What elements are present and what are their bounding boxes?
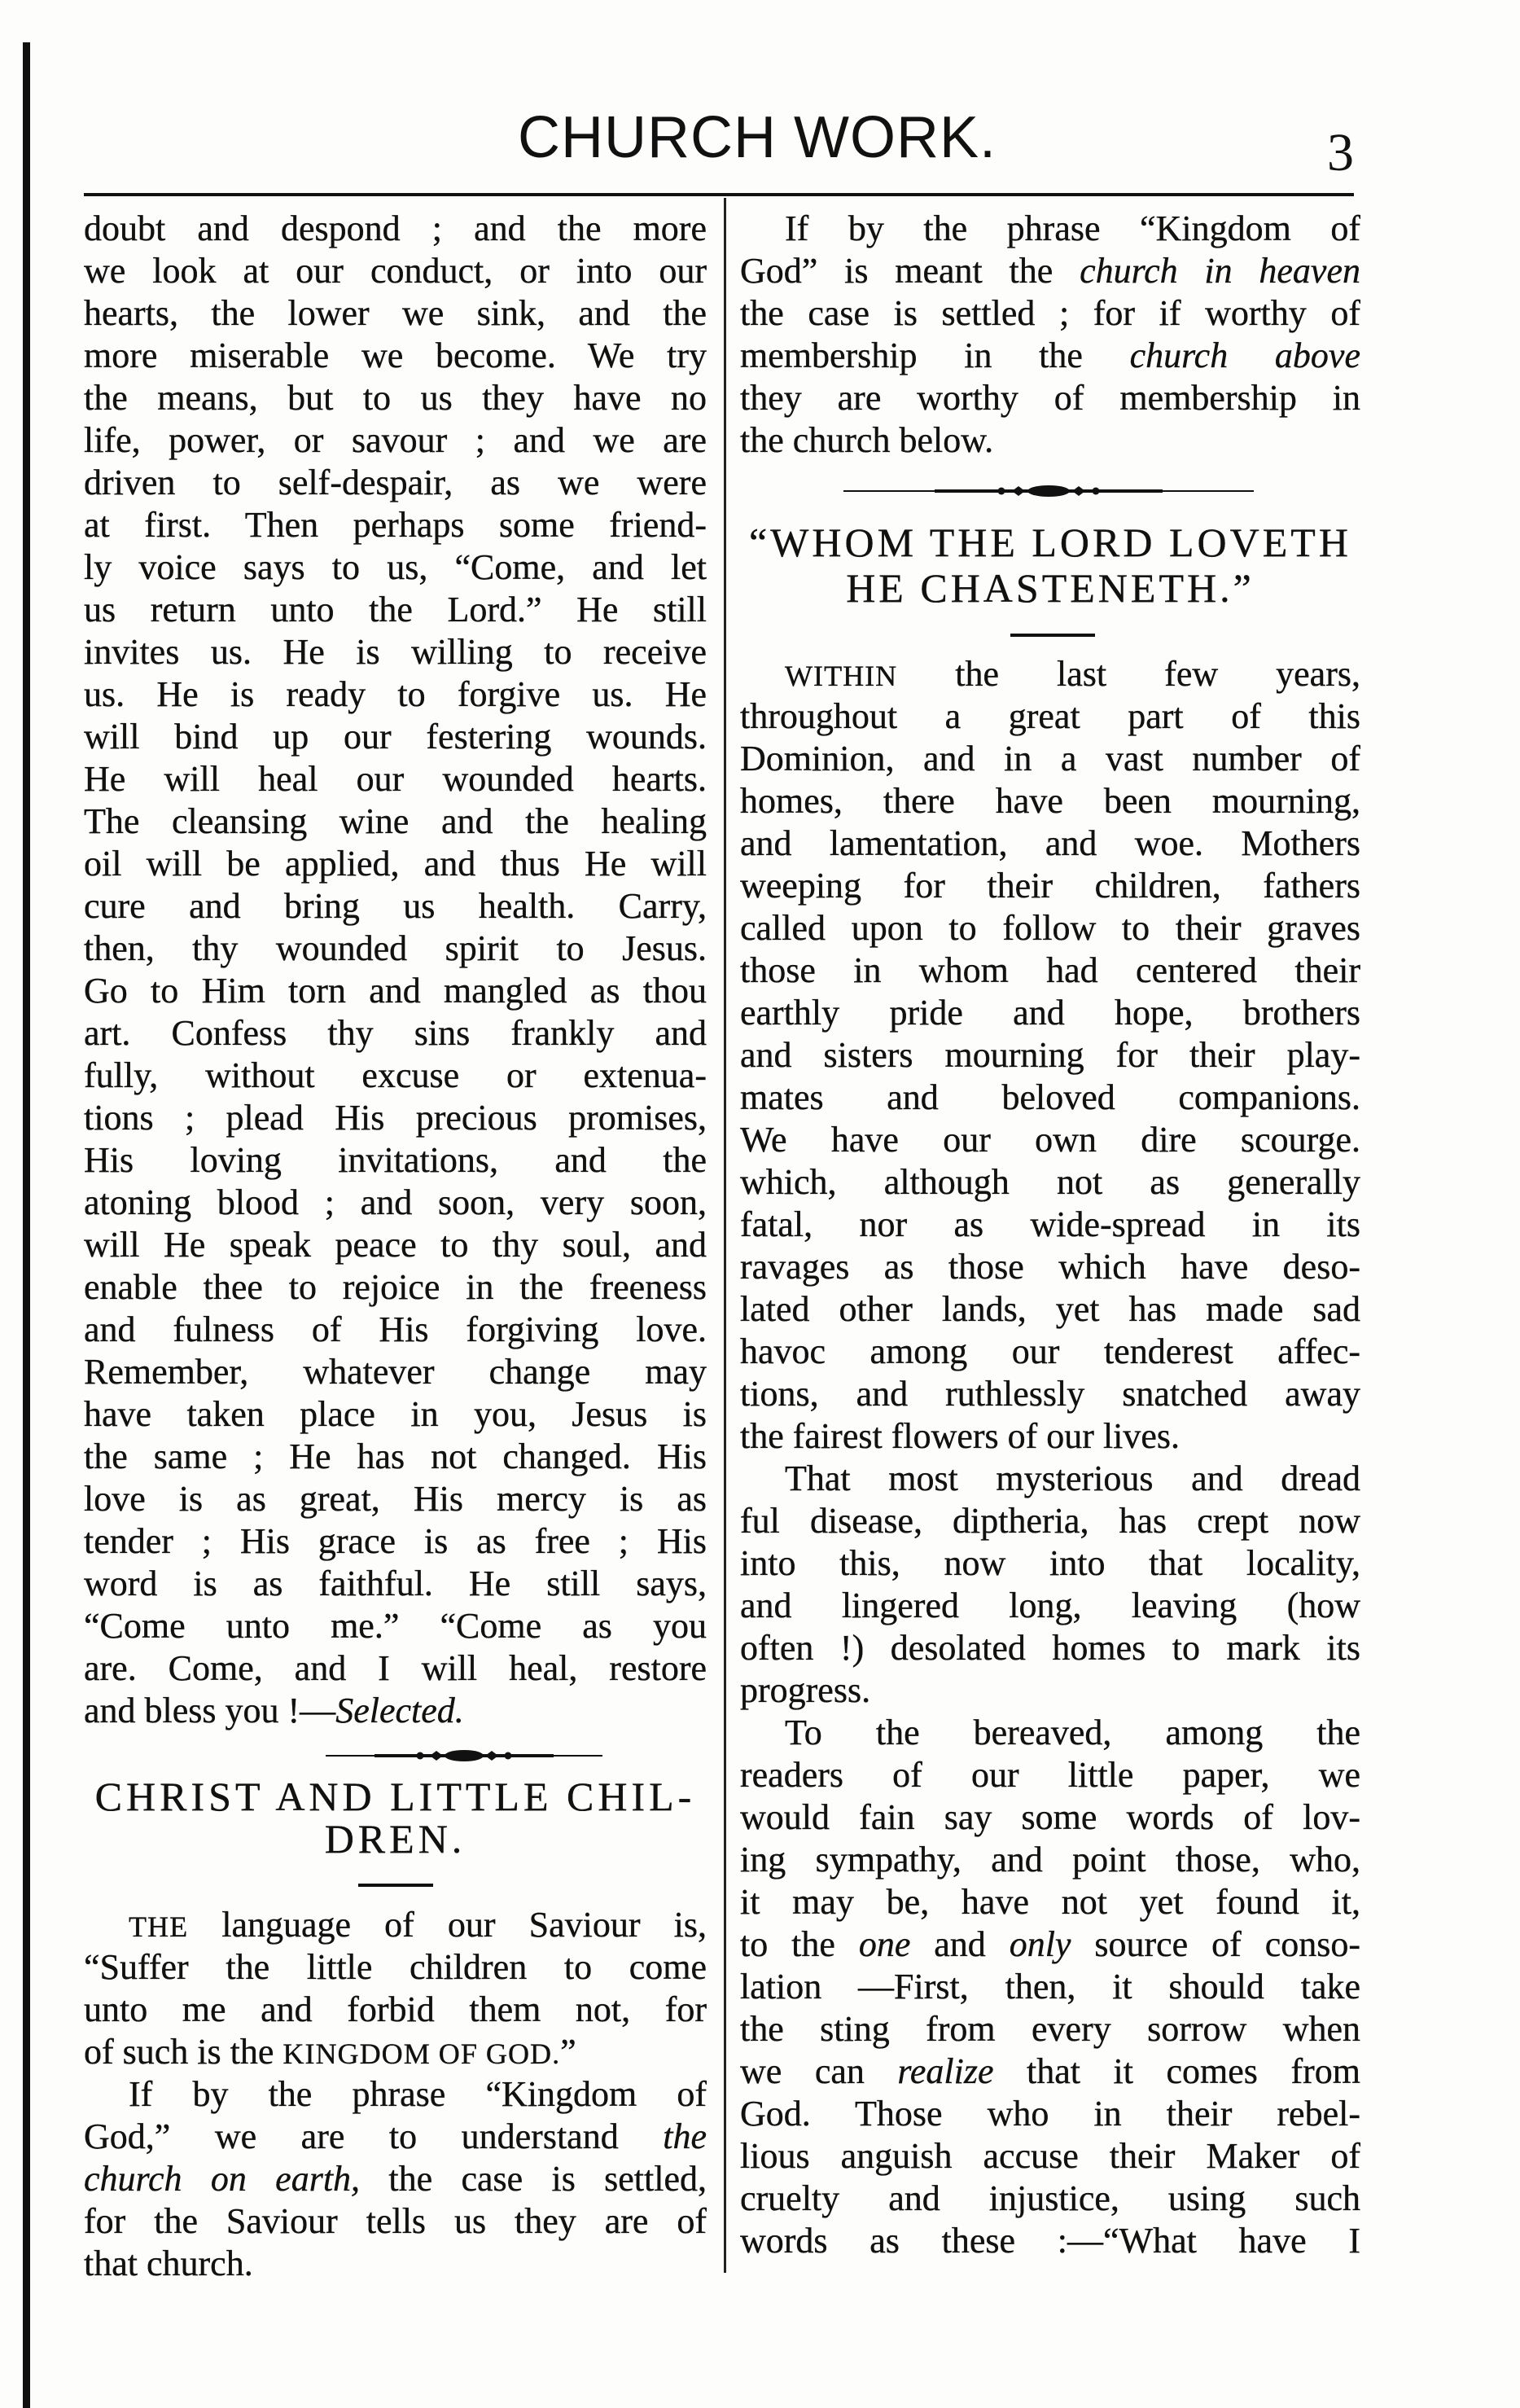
text-line: that church. bbox=[84, 2244, 253, 2283]
text-line: would fain say some words of lov- bbox=[740, 1797, 1360, 1837]
text-line: progress. bbox=[740, 1670, 871, 1710]
text-line: “Come unto me.” “Come as you bbox=[84, 1606, 707, 1646]
text-line: the same ; He has not changed. His bbox=[84, 1436, 707, 1476]
text-line: the fairest flowers of our lives. bbox=[740, 1416, 1181, 1456]
text-run: membership in the bbox=[740, 336, 1130, 375]
text-line: those in whom had centered their bbox=[740, 950, 1360, 990]
text-line: often !) desolated homes to mark its bbox=[740, 1628, 1360, 1668]
text-line: for the Saviour tells us they are of bbox=[84, 2201, 707, 2241]
text-line: “Suffer the little children to come bbox=[84, 1947, 707, 1987]
text-run: language of our Saviour is, bbox=[188, 1905, 707, 1945]
text-line: Remember, whatever change may bbox=[84, 1352, 707, 1392]
title-rule bbox=[1010, 634, 1095, 637]
text-run: of such is the bbox=[84, 2032, 283, 2072]
text-run: and bless you !— bbox=[84, 1691, 336, 1730]
previous-article-ending bbox=[84, 208, 707, 1732]
text-line: lation —First, then, it should take bbox=[740, 1967, 1360, 2007]
italic-text: church on earth, bbox=[84, 2159, 361, 2199]
paragraph bbox=[84, 1904, 707, 2073]
paragraph bbox=[740, 653, 1360, 1458]
italic-text: only bbox=[1009, 1924, 1071, 1964]
article-title-line: DREN. bbox=[324, 1816, 467, 1862]
text-line: ing sympathy, and point those, who, bbox=[740, 1840, 1360, 1879]
text-line: God. Those who in their rebel- bbox=[740, 2094, 1360, 2134]
text-line: lious anguish accuse their Maker of bbox=[740, 2136, 1360, 2176]
title-rule bbox=[358, 1884, 433, 1887]
text-line: the case is settled ; for if worthy of bbox=[740, 293, 1360, 333]
text-run: the last few years, bbox=[897, 654, 1360, 694]
article-title bbox=[740, 520, 1360, 611]
text-line: into this, now into that locality, bbox=[740, 1543, 1360, 1583]
text-line: us. He is ready to forgive us. He bbox=[84, 674, 707, 714]
text-line: the means, but to us they have no bbox=[84, 378, 707, 418]
text-line: they are worthy of membership in bbox=[740, 378, 1360, 418]
text-line: hearts, the lower we sink, and the bbox=[84, 293, 707, 333]
text-line: will He speak peace to thy soul, and bbox=[84, 1225, 707, 1265]
text-run: to the bbox=[740, 1924, 859, 1964]
article-continuation bbox=[740, 208, 1360, 462]
article-title-line: CHRIST AND LITTLE CHIL- bbox=[94, 1774, 696, 1819]
text-line: at first. Then perhaps some friend- bbox=[84, 505, 707, 545]
article-title-line: HE CHASTENETH.” bbox=[846, 565, 1255, 611]
paragraph bbox=[84, 208, 707, 1732]
text-line: tions, and ruthlessly snatched away bbox=[740, 1374, 1360, 1414]
text-line: invites us. He is willing to receive bbox=[84, 632, 707, 672]
text-line: and sisters mourning for their play- bbox=[740, 1035, 1360, 1075]
text-line: cure and bring us health. Carry, bbox=[84, 886, 707, 926]
text-line: homes, there have been mourning, bbox=[740, 781, 1360, 821]
text-line: it may be, have not yet found it, bbox=[740, 1882, 1360, 1922]
text-line: ly voice says to us, “Come, and let bbox=[84, 547, 707, 587]
paragraph bbox=[84, 2073, 707, 2285]
text-line: and fulness of His forgiving love. bbox=[84, 1309, 707, 1349]
text-line: throughout a great part of this bbox=[740, 696, 1360, 736]
ornament-divider bbox=[326, 1746, 602, 1765]
text-run: God” is meant the bbox=[740, 251, 1080, 291]
text-line: That most mysterious and dread bbox=[785, 1458, 1360, 1498]
text-line: enable thee to rejoice in the freeness bbox=[84, 1267, 707, 1307]
text-line bbox=[740, 653, 1360, 695]
text-line: we look at our conduct, or into our bbox=[84, 251, 707, 291]
text-line bbox=[84, 1690, 707, 1732]
small-caps-text: THE bbox=[129, 1910, 189, 1943]
paragraph bbox=[740, 1458, 1360, 1712]
text-line: called upon to follow to their graves bbox=[740, 908, 1360, 948]
ornament-divider bbox=[843, 481, 1254, 501]
italic-text: Selected. bbox=[335, 1691, 464, 1730]
publication-title: CHURCH WORK. bbox=[518, 105, 997, 170]
text-line: art. Confess thy sins frankly and bbox=[84, 1013, 707, 1053]
text-line: doubt and despond ; and the more bbox=[84, 208, 707, 248]
column-divider bbox=[724, 198, 726, 2273]
text-line: unto me and forbid them not, for bbox=[84, 1989, 707, 2029]
text-line: fully, without excuse or extenua- bbox=[84, 1055, 707, 1095]
binding-edge-line bbox=[23, 42, 30, 2408]
text-line: then, thy wounded spirit to Jesus. bbox=[84, 928, 707, 968]
text-line: Dominion, and in a vast number of bbox=[740, 739, 1360, 779]
page-number: 3 bbox=[1327, 123, 1354, 182]
text-run: ” bbox=[560, 2032, 576, 2072]
text-line: tions ; plead His precious promises, bbox=[84, 1098, 707, 1138]
small-caps-text: WITHIN bbox=[785, 660, 898, 692]
text-line: atoning blood ; and soon, very soon, bbox=[84, 1182, 707, 1222]
text-line: If by the phrase “Kingdom of bbox=[785, 208, 1360, 248]
text-run: we can bbox=[740, 2051, 898, 2091]
text-line: cruelty and injustice, using such bbox=[740, 2178, 1360, 2218]
text-line bbox=[84, 2158, 707, 2200]
text-line bbox=[84, 2031, 707, 2073]
text-line: the church below. bbox=[740, 420, 994, 460]
text-line: weeping for their children, fathers bbox=[740, 866, 1360, 906]
text-line: and lamentation, and woe. Mothers bbox=[740, 823, 1360, 863]
text-line: ful disease, diptheria, has crept now bbox=[740, 1501, 1360, 1541]
text-line: tender ; His grace is as free ; His bbox=[84, 1521, 707, 1561]
text-line: To the bereaved, among the bbox=[785, 1713, 1360, 1752]
text-line: driven to self-despair, as we were bbox=[84, 463, 707, 502]
ornament-divider-graphic bbox=[326, 1746, 602, 1765]
text-line: life, power, or savour ; and we are bbox=[84, 420, 707, 460]
text-line: lated other lands, yet has made sad bbox=[740, 1289, 1360, 1329]
text-run: and bbox=[910, 1924, 1010, 1964]
text-line: earthly pride and hope, brothers bbox=[740, 993, 1360, 1033]
text-line: love is as great, His mercy is as bbox=[84, 1479, 707, 1519]
text-line: oil will be applied, and thus He will bbox=[84, 844, 707, 884]
text-line: and lingered long, leaving (how bbox=[740, 1586, 1360, 1625]
text-line bbox=[740, 1923, 1360, 1966]
italic-text: one bbox=[858, 1924, 911, 1964]
paragraph bbox=[740, 1712, 1360, 2262]
text-line bbox=[740, 335, 1360, 377]
text-line: us return unto the Lord.” He still bbox=[84, 590, 707, 629]
article-title bbox=[84, 1775, 707, 1860]
text-run: that it comes from bbox=[993, 2051, 1360, 2091]
text-line: are. Come, and I will heal, restore bbox=[84, 1648, 707, 1688]
article-body bbox=[84, 1904, 707, 2285]
text-line: more miserable we become. We try bbox=[84, 336, 707, 375]
text-line: He will heal our wounded hearts. bbox=[84, 759, 707, 799]
article-body bbox=[740, 653, 1360, 2262]
text-line: havoc among our tenderest affec- bbox=[740, 1331, 1360, 1371]
small-caps-text: KINGDOM OF GOD. bbox=[283, 2037, 561, 2070]
text-line: readers of our little paper, we bbox=[740, 1755, 1360, 1795]
text-line: will bind up our festering wounds. bbox=[84, 717, 707, 757]
header-rule bbox=[84, 193, 1354, 196]
text-line: have taken place in you, Jesus is bbox=[84, 1394, 707, 1434]
text-line bbox=[84, 1904, 707, 1946]
text-line: ravages as those which have deso- bbox=[740, 1247, 1360, 1287]
text-line: If by the phrase “Kingdom of bbox=[129, 2074, 707, 2114]
ornament-divider-graphic bbox=[843, 481, 1254, 501]
italic-text: church in heaven bbox=[1080, 251, 1360, 291]
italic-text: church above bbox=[1129, 336, 1360, 375]
text-run: God,” we are to understand bbox=[84, 2116, 664, 2156]
text-line: the sting from every sorrow when bbox=[740, 2009, 1360, 2049]
italic-text: realize bbox=[897, 2051, 994, 2091]
text-line: fatal, nor as wide-spread in its bbox=[740, 1204, 1360, 1244]
text-run: the case is settled, bbox=[360, 2159, 707, 2199]
text-line: mates and beloved companions. bbox=[740, 1077, 1360, 1117]
text-line: word is as faithful. He still says, bbox=[84, 1564, 707, 1603]
text-line: words as these :—“What have I bbox=[740, 2221, 1360, 2261]
paragraph bbox=[740, 208, 1360, 462]
italic-text: the bbox=[663, 2116, 707, 2156]
article-title-line: “WHOM THE LORD LOVETH bbox=[749, 520, 1351, 565]
text-line bbox=[84, 2116, 707, 2158]
text-line: His loving invitations, and the bbox=[84, 1140, 707, 1180]
text-line: Go to Him torn and mangled as thou bbox=[84, 971, 707, 1011]
text-line: We have our own dire scourge. bbox=[740, 1120, 1360, 1160]
text-line: which, although not as generally bbox=[740, 1162, 1360, 1202]
text-line bbox=[740, 250, 1360, 292]
text-run: source of conso- bbox=[1071, 1924, 1360, 1964]
text-line bbox=[740, 2051, 1360, 2093]
text-line: The cleansing wine and the healing bbox=[84, 801, 707, 841]
